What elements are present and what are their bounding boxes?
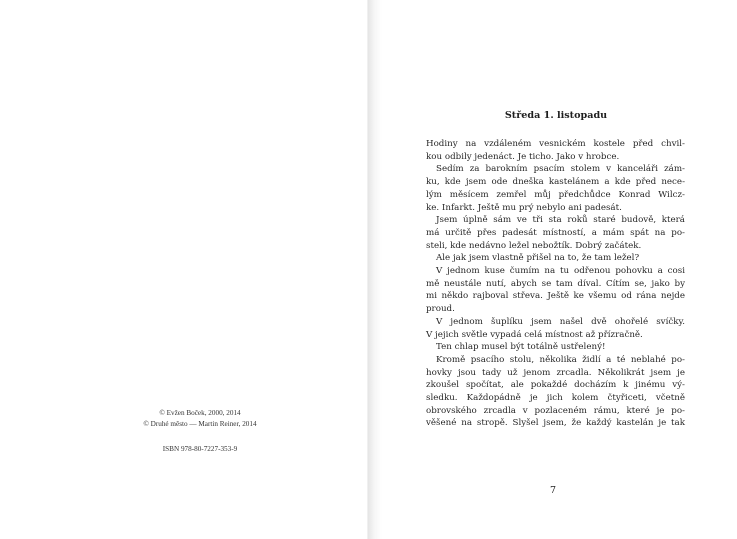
- text-line: Sedím za barokním psacím stolem v kanceláři zám-: [436, 164, 685, 175]
- chapter-title: Středa 1. listopadu: [504, 110, 608, 121]
- text-line: mě neustále nutí, abych se tam díval. Cítím se, jako by: [426, 278, 685, 289]
- text-line: zkoušel spočítat, ale pokaždé docházím k jinému vý-: [426, 380, 685, 391]
- text-line: Kromě psacího stolu, několika židlí a té neblahé po-: [436, 354, 685, 365]
- text-line: ku, kde jsem ode dneška kastelánem a kde před nece-: [426, 177, 685, 188]
- copyright-imprint: [100, 408, 300, 455]
- text-line: V jednom šuplíku jsem našel dvě ohořelé svíčky.: [436, 316, 685, 327]
- copyright-line-publisher: © Druhé město — Martin Reiner, 2014: [143, 420, 257, 428]
- right-page: [368, 0, 737, 539]
- text-line: má určitě přes padesát místností, a mám spát na po-: [426, 227, 685, 238]
- copyright-line-author: © Evžen Boček, 2000, 2014: [159, 409, 241, 417]
- isbn: ISBN 978-80-7227-353-9: [162, 445, 238, 453]
- text-line: Hodiny na vzdáleném vesnickém kostele před chvil-: [426, 139, 685, 149]
- text-line: V jednom kuse čumím na tu odřenou pohovku a cosi: [436, 266, 685, 277]
- text-line: Jsem úplně sám ve tři sta roků staré budově, která: [436, 215, 685, 226]
- text-line: proud.: [426, 304, 455, 315]
- text-line: věšené na stropě. Slyšel jsem, že každý kastelán je tak: [426, 418, 685, 429]
- text-line: Ten chlap musel být totálně ustřelený!: [436, 342, 606, 353]
- text-line: lým měsícem zemřel můj předchůdce Konrad Wilcz-: [426, 189, 685, 200]
- body-text: [426, 138, 685, 430]
- left-page: [0, 0, 368, 539]
- text-line: ke. Infarkt. Ještě mu prý nebylo ani padesát.: [426, 202, 622, 213]
- text-line: hovky jsou tady už jenom zrcadla. Několikrát jsem je: [426, 367, 685, 378]
- text-line: Ale jak jsem vlastně přišel na to, že tam ležel?: [436, 253, 640, 264]
- text-line: sledku. Každopádně je jich kolem čtyřiceti, včetně: [426, 393, 685, 404]
- text-line: steli, kde nedávno ležel nebožtík. Dobrý začátek.: [426, 240, 642, 251]
- page-number: 7: [549, 485, 557, 496]
- text-line: mi někdo rajboval střeva. Ještě ke všemu od rána nejde: [426, 291, 685, 302]
- text-line: kou odbily jedenáct. Je ticho. Jako v hrobce.: [426, 151, 620, 162]
- text-line: obrovského zrcadla v pozlaceném rámu, které je po-: [426, 405, 685, 416]
- text-line: V jejich světle vypadá celá místnost až přízračně.: [426, 329, 643, 340]
